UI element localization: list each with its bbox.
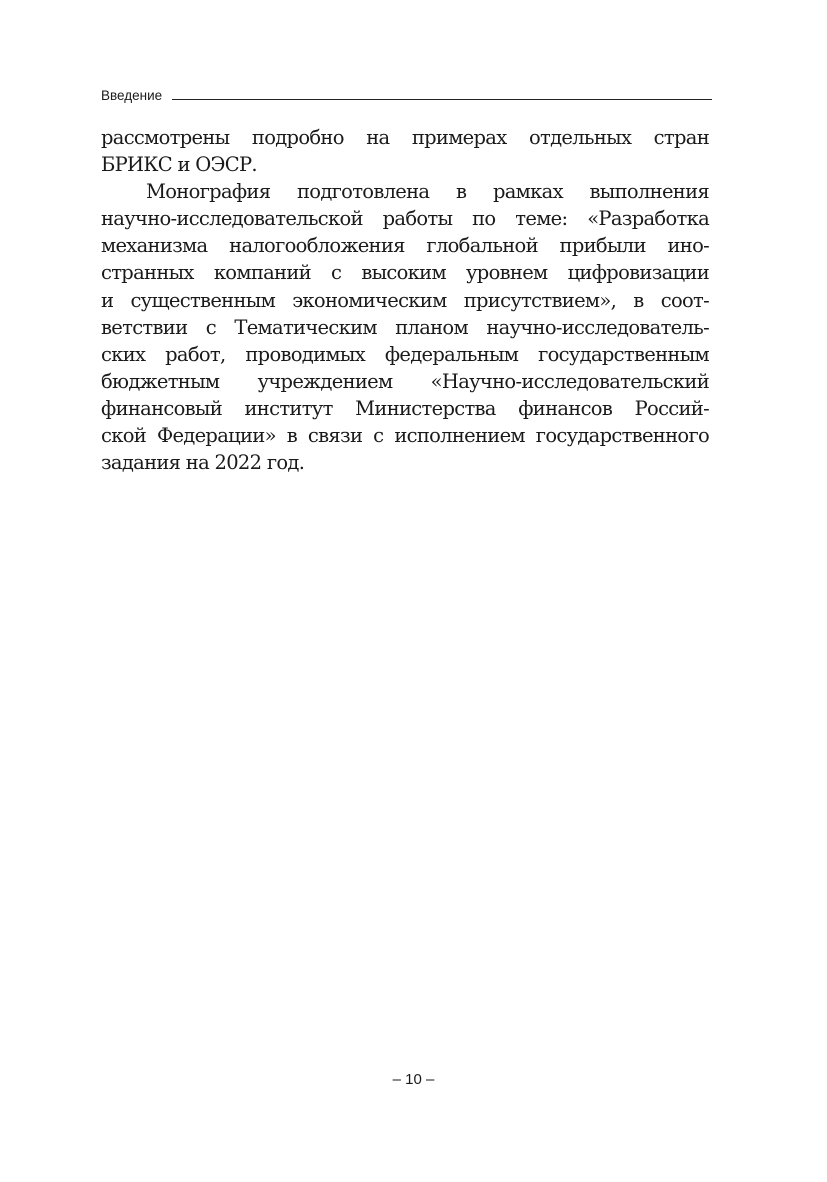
paragraph bbox=[101, 124, 709, 178]
running-header bbox=[101, 88, 712, 104]
text-line: Монография подготовлена в рамках выполнения bbox=[146, 180, 709, 204]
text-line: финансовый институт Министерства финансов Россий- bbox=[101, 396, 709, 420]
page-number: – 10 – bbox=[392, 1071, 435, 1088]
text-line: ветствии с Тематическим планом научно-исследователь- bbox=[101, 315, 709, 339]
text-line: рассмотрены подробно на примерах отдельных стран bbox=[101, 126, 709, 149]
paragraph bbox=[101, 178, 709, 476]
main-text bbox=[101, 124, 709, 476]
text-line: странных компаний с высоким уровнем цифровизации bbox=[101, 261, 709, 285]
text-line: ской Федерации» в связи с исполнением государственного bbox=[101, 424, 709, 448]
text-line: ских работ, проводимых федеральным государственным bbox=[101, 342, 709, 366]
text-line: и существенным экономическим присутствием», в соот- bbox=[101, 288, 709, 312]
header-rule bbox=[172, 99, 712, 100]
text-line: БРИКС и ОЭСР. bbox=[101, 153, 257, 177]
text-line: механизма налогообложения глобальной прибыли ино- bbox=[101, 234, 709, 258]
text-line: научно-исследовательской работы по теме: «Разработка bbox=[101, 207, 709, 231]
text-line: бюджетным учреждением «Научно-исследовательский bbox=[101, 369, 709, 393]
running-title: Введение bbox=[101, 88, 163, 103]
text-line: задания на 2022 год. bbox=[101, 451, 305, 475]
